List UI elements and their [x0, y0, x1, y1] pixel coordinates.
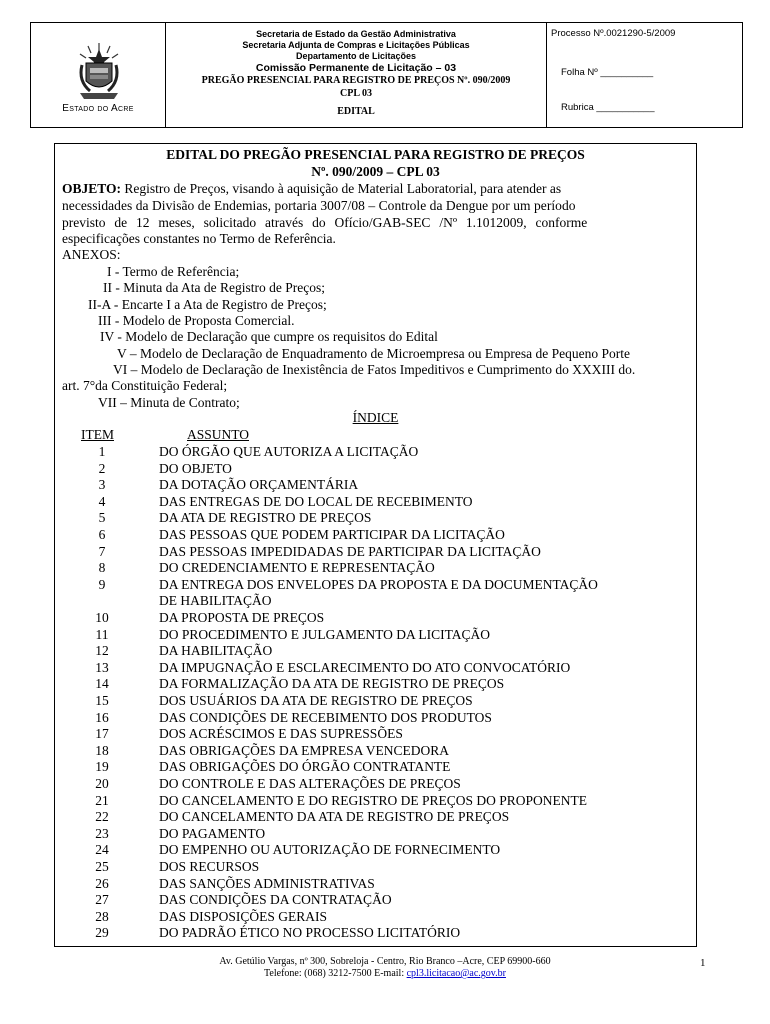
index-row	[54, 493, 654, 510]
state-label: Estado do Acre	[62, 103, 134, 114]
objeto-text-2: necessidades da Divisão de Endemias, portaria 3007/08 – Controle da Dengue por um período	[62, 198, 576, 213]
objeto-label: OBJETO:	[62, 181, 122, 196]
index-row	[54, 924, 654, 941]
index-row	[54, 792, 654, 809]
index-row	[54, 559, 654, 576]
index-item-number: 4	[98, 493, 106, 509]
index-item-subject: DO CREDENCIAMENTO E REPRESENTAÇÃO	[159, 560, 435, 576]
index-row	[54, 758, 654, 775]
index-item-number: 18	[95, 742, 109, 758]
index-row	[54, 692, 654, 709]
index-item-subject: DOS RECURSOS	[159, 859, 260, 874]
header-logo-cell	[31, 23, 166, 127]
edital-title: EDITAL DO PREGÃO PRESENCIAL PARA REGISTRO DE PREÇOS	[166, 147, 585, 162]
indice-heading: ÍNDICE	[352, 410, 399, 425]
index-item-subject: DA HABILITAÇÃO	[159, 643, 273, 659]
document-header	[30, 22, 743, 128]
index-item-subject: DAS CONDIÇÕES DA CONTRATAÇÃO	[159, 892, 392, 908]
index-row	[54, 609, 654, 626]
index-item-number: 5	[98, 510, 106, 526]
index-item-subject: DO PROCEDIMENTO E JULGAMENTO DA LICITAÇÃO	[159, 626, 491, 642]
index-item-number: 23	[95, 825, 109, 841]
index-item-number: 29	[95, 925, 109, 941]
index-item-number: 21	[95, 792, 109, 808]
pregao-title-line1: PREGÃO PRESENCIAL PARA REGISTRO DE PREÇOS Nº. 090/2009	[201, 75, 511, 86]
index-item-number: 10	[95, 610, 109, 625]
index-item-subject: DA FORMALIZAÇÃO DA ATA DE REGISTRO DE PREÇOS	[159, 676, 505, 692]
index-item-number: 8	[98, 560, 106, 576]
index-item-number: 24	[95, 842, 109, 858]
anexo-item: V – Modelo de Declaração de Enquadramento de Microempresa ou Empresa de Pequeno Porte	[117, 346, 630, 361]
index-item-subject: DAS OBRIGAÇÕES DA EMPRESA VENCEDORA	[159, 742, 450, 758]
anexo-item: II-A - Encarte I a Ata de Registro de Preços;	[88, 297, 327, 312]
index-item-number: 3	[98, 477, 106, 493]
footer-email-link[interactable]: cpl3.licitacao@ac.gov.br	[406, 968, 506, 979]
index-row	[54, 460, 654, 477]
index-row	[54, 526, 654, 543]
index-item-number: 13	[95, 659, 109, 675]
index-row	[54, 659, 654, 676]
index-item-number: 28	[95, 908, 109, 924]
index-item-subject: DO CANCELAMENTO DA ATA DE REGISTRO DE PREÇOS	[159, 809, 510, 825]
anexo-item: I - Termo de Referência;	[107, 264, 240, 279]
index-item-number: 20	[95, 776, 109, 791]
anexo-item: VII – Minuta de Contrato;	[98, 395, 240, 410]
header-line-1: Secretaria de Estado da Gestão Administrativa	[256, 29, 456, 39]
anexo-item: IV - Modelo de Declaração que cumpre os requisitos do Edital	[100, 329, 438, 344]
anexos-label: ANEXOS:	[62, 247, 121, 262]
header-title-cell	[166, 23, 546, 127]
coat-of-arms-icon	[76, 41, 122, 103]
objeto-text-3: previsto de 12 meses, solicitado através do Ofício/GAB-SEC /Nº 1.1012009, conforme	[62, 215, 588, 230]
objeto-paragraph-line1	[62, 181, 688, 198]
index-list	[54, 443, 697, 943]
index-item-subject: DO PADRÃO ÉTICO NO PROCESSO LICITATÓRIO	[159, 925, 461, 941]
commission-name: Comissão Permanente de Licitação – 03	[255, 62, 457, 74]
index-item-subject: DOS ACRÉSCIMOS E DAS SUPRESSÕES	[159, 726, 403, 742]
index-item-subject: DO CONTROLE E DAS ALTERAÇÕES DE PREÇOS	[159, 776, 461, 791]
index-row	[54, 709, 654, 726]
index-item-number: 19	[95, 759, 109, 775]
index-item-subject: DA ENTREGA DOS ENVELOPES DA PROPOSTA E DA DOCUMENTAÇÃO	[159, 576, 598, 592]
anexo-item: II - Minuta da Ata de Registro de Preços;	[103, 280, 325, 295]
index-item-subject: DO OBJETO	[159, 460, 232, 476]
index-row	[54, 626, 654, 643]
page-number: 1	[700, 957, 706, 969]
index-item-subject: DO ÓRGÃO QUE AUTORIZA A LICITAÇÃO	[159, 444, 419, 459]
index-row	[54, 775, 654, 792]
index-row	[54, 443, 654, 460]
index-row	[54, 908, 654, 925]
index-item-subject: DAS PESSOAS IMPEDIDADAS DE PARTICIPAR DA LICITAÇÃO	[159, 543, 541, 559]
index-row	[54, 476, 654, 493]
index-item-number: 15	[95, 693, 109, 708]
anexo-item-continued: art. 7°da Constituição Federal;	[62, 378, 228, 393]
index-item-subject: DA ATA DE REGISTRO DE PREÇOS	[159, 510, 372, 526]
index-row	[54, 858, 654, 875]
index-item-number: 11	[95, 626, 109, 642]
anexo-item: III - Modelo de Proposta Comercial.	[98, 313, 295, 328]
index-item-number: 25	[95, 859, 109, 874]
header-process-cell	[546, 23, 742, 127]
index-item-number: 26	[95, 875, 109, 891]
index-item-subject: DAS DISPOSIÇÕES GERAIS	[159, 908, 328, 924]
header-line-2: Secretaria Adjunta de Compras e Licitações Públicas	[242, 40, 470, 50]
index-item-subject: DA PROPOSTA DE PREÇOS	[159, 610, 325, 625]
index-row	[54, 592, 654, 609]
column-header-item: ITEM	[81, 427, 114, 442]
column-header-assunto: ASSUNTO	[187, 427, 250, 442]
footer-contact	[120, 968, 650, 980]
pregao-title-line2: CPL 03	[340, 88, 372, 99]
folha-field: Folha Nº __________	[561, 67, 654, 78]
index-item-number: 6	[98, 527, 106, 542]
process-number: Processo Nº.0021290-5/2009	[551, 28, 676, 39]
index-item-subject: DE HABILITAÇÃO	[159, 593, 272, 609]
header-line-3: Departamento de Licitações	[295, 51, 417, 61]
index-item-number: 1	[98, 444, 106, 459]
index-row	[54, 675, 654, 692]
rubrica-field: Rubrica ___________	[561, 102, 655, 113]
anexo-item: VI – Modelo de Declaração de Inexistência de Fatos Impeditivos e Cumprimento do XXXIII do.	[113, 362, 636, 377]
index-item-subject: DO PAGAMENTO	[159, 825, 266, 841]
objeto-text-4: especificações constantes no Termo de Referência.	[62, 231, 336, 246]
index-item-subject: DAS PESSOAS QUE PODEM PARTICIPAR DA LICITAÇÃO	[159, 527, 505, 542]
index-item-number: 22	[95, 809, 109, 825]
index-item-subject: DAS CONDIÇÕES DE RECEBIMENTO DOS PRODUTOS	[159, 709, 492, 725]
index-row	[54, 543, 654, 560]
index-item-number: 12	[95, 643, 109, 659]
index-item-subject: DO EMPENHO OU AUTORIZAÇÃO DE FORNECIMENTO	[159, 842, 501, 858]
footer-phone: Telefone: (068) 3212-7500 E-mail:	[264, 968, 405, 979]
index-row	[54, 509, 654, 526]
index-item-subject: DOS USUÁRIOS DA ATA DE REGISTRO DE PREÇOS	[159, 693, 473, 708]
objeto-text-1: Registro de Preços, visando à aquisição de Material Laboratorial, para atender as	[124, 181, 562, 196]
index-row	[54, 725, 654, 742]
index-item-subject: DA IMPUGNAÇÃO E ESCLARECIMENTO DO ATO CONVOCATÓRIO	[159, 659, 571, 675]
index-row	[54, 891, 654, 908]
index-row	[54, 808, 654, 825]
index-item-number: 9	[98, 576, 106, 592]
index-row	[54, 742, 654, 759]
index-item-subject: DA DOTAÇÃO ORÇAMENTÁRIA	[159, 477, 359, 493]
index-item-number: 27	[95, 892, 109, 908]
edital-label: EDITAL	[337, 106, 375, 117]
index-item-subject: DAS OBRIGAÇÕES DO ÓRGÃO CONTRATANTE	[159, 759, 451, 775]
index-row	[54, 841, 654, 858]
index-item-number: 2	[98, 460, 106, 476]
index-item-subject: DAS SANÇÕES ADMINISTRATIVAS	[159, 875, 375, 891]
index-row	[54, 642, 654, 659]
index-item-number: 17	[95, 726, 109, 742]
index-row	[54, 576, 654, 593]
edital-number: Nº. 090/2009 – CPL 03	[311, 164, 440, 179]
index-row	[54, 875, 654, 892]
footer-address: Av. Getúlio Vargas, nº 300, Sobreloja - Centro, Rio Branco –Acre, CEP 69900-660	[219, 956, 551, 967]
index-item-subject: DAS ENTREGAS DE DO LOCAL DE RECEBIMENTO	[159, 493, 473, 509]
index-item-number: 16	[95, 709, 109, 725]
index-row	[54, 825, 654, 842]
index-item-number: 7	[98, 543, 106, 559]
index-item-subject: DO CANCELAMENTO E DO REGISTRO DE PREÇOS DO PROPONENTE	[159, 792, 588, 808]
index-item-number: 14	[95, 676, 109, 692]
